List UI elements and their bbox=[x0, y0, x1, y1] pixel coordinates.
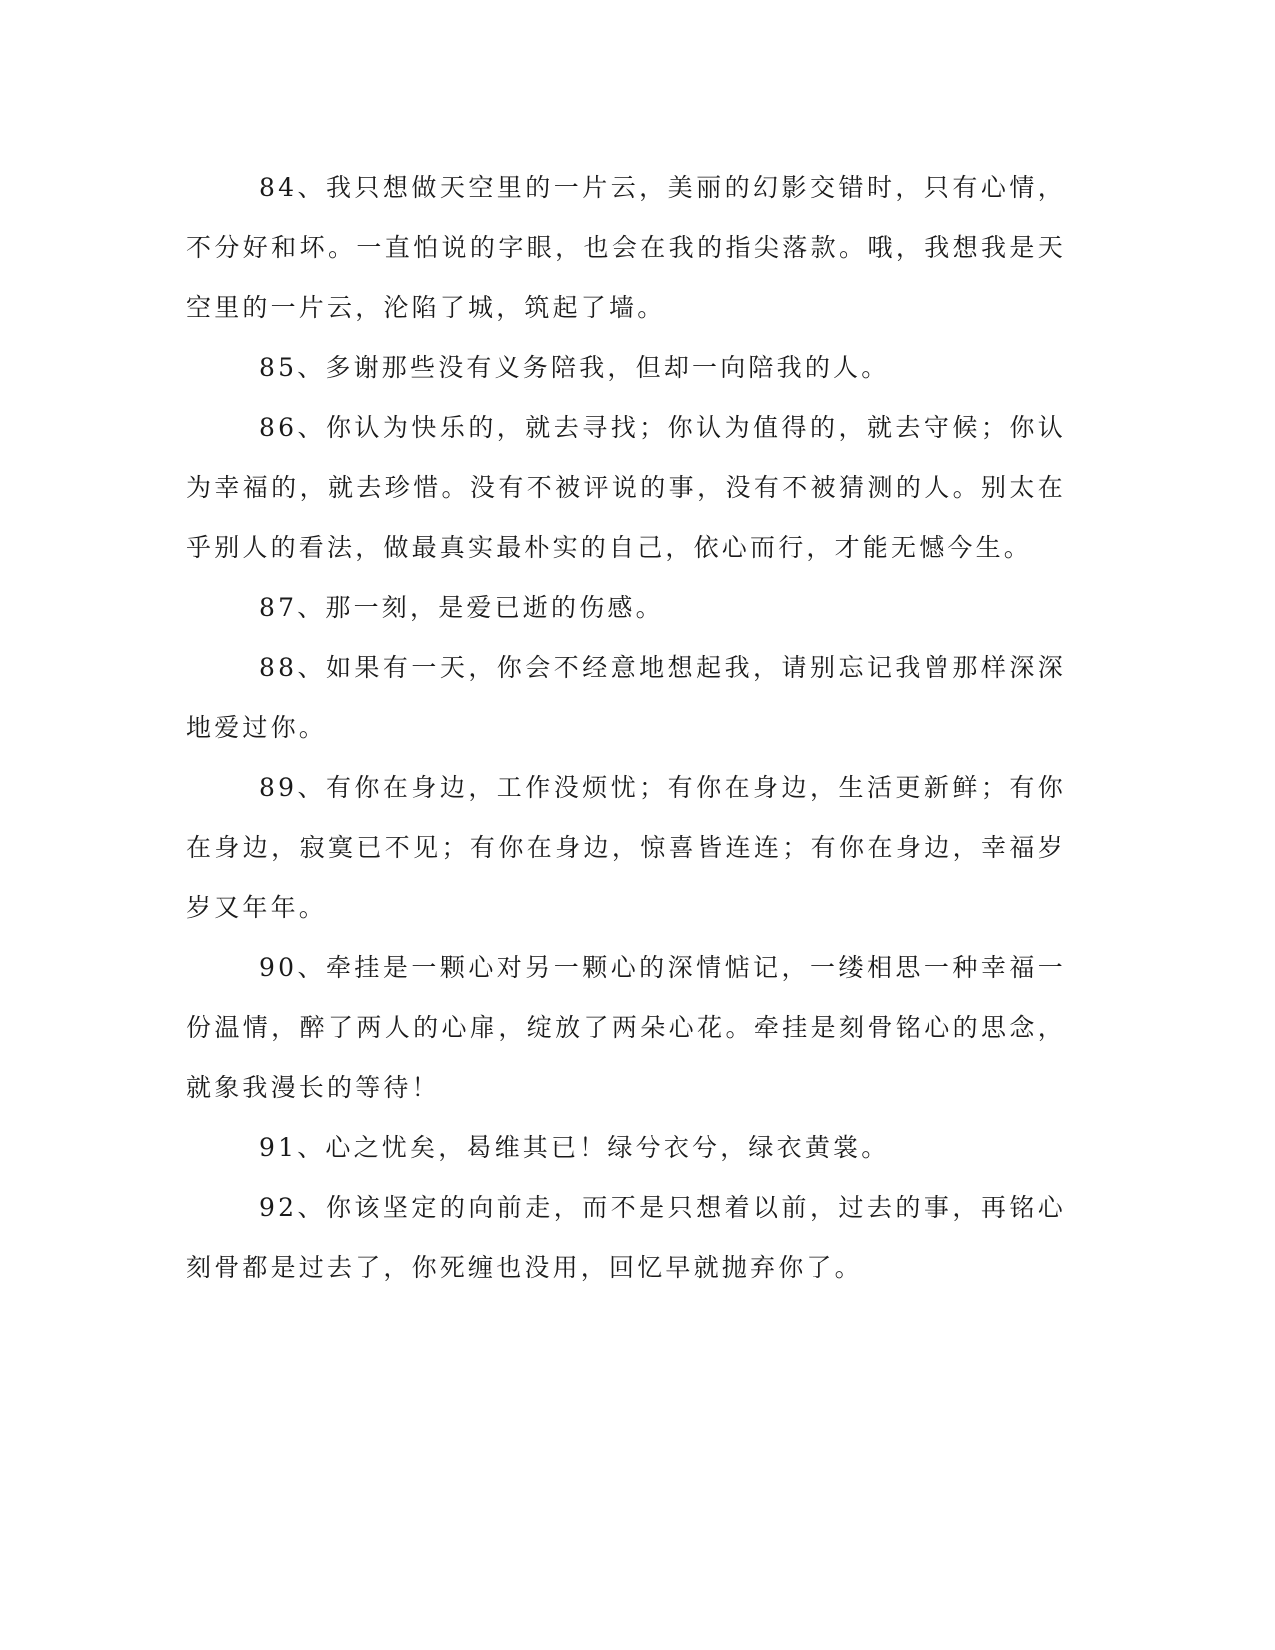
paragraph-90: 90、牵挂是一颗心对另一颗心的深情惦记，一缕相思一种幸福一份温情，醉了两人的心扉，绽放了两朵心花。牵挂是刻骨铭心的思念，就象我漫长的等待！ bbox=[186, 953, 1066, 1102]
paragraph-85: 85、多谢那些没有义务陪我，但却一向陪我的人。 bbox=[259, 353, 890, 382]
document-body bbox=[186, 158, 1066, 1298]
paragraph-89: 89、有你在身边，工作没烦忧；有你在身边，生活更新鲜；有你在身边，寂寞已不见；有你在身边，惊喜皆连连；有你在身边，幸福岁岁又年年。 bbox=[186, 773, 1066, 922]
paragraph-88: 88、如果有一天，你会不经意地想起我，请别忘记我曾那样深深地爱过你。 bbox=[186, 653, 1066, 742]
paragraph-87: 87、那一刻，是爱已逝的伤感。 bbox=[259, 593, 664, 622]
paragraph-92: 92、你该坚定的向前走，而不是只想着以前，过去的事，再铭心刻骨都是过去了，你死缠也没用，回忆早就抛弃你了。 bbox=[186, 1193, 1066, 1282]
paragraph-86: 86、你认为快乐的，就去寻找；你认为值得的，就去守候；你认为幸福的，就去珍惜。没有不被评说的事，没有不被猜测的人。别太在乎别人的看法，做最真实最朴实的自己，依心而行，才能无憾今生。 bbox=[186, 413, 1066, 562]
paragraph-84: 84、我只想做天空里的一片云，美丽的幻影交错时，只有心情，不分好和坏。一直怕说的字眼，也会在我的指尖落款。哦，我想我是天空里的一片云，沦陷了城，筑起了墙。 bbox=[186, 173, 1066, 322]
paragraph-91: 91、心之忧矣，曷维其已！绿兮衣兮，绿衣黄裳。 bbox=[259, 1133, 890, 1162]
